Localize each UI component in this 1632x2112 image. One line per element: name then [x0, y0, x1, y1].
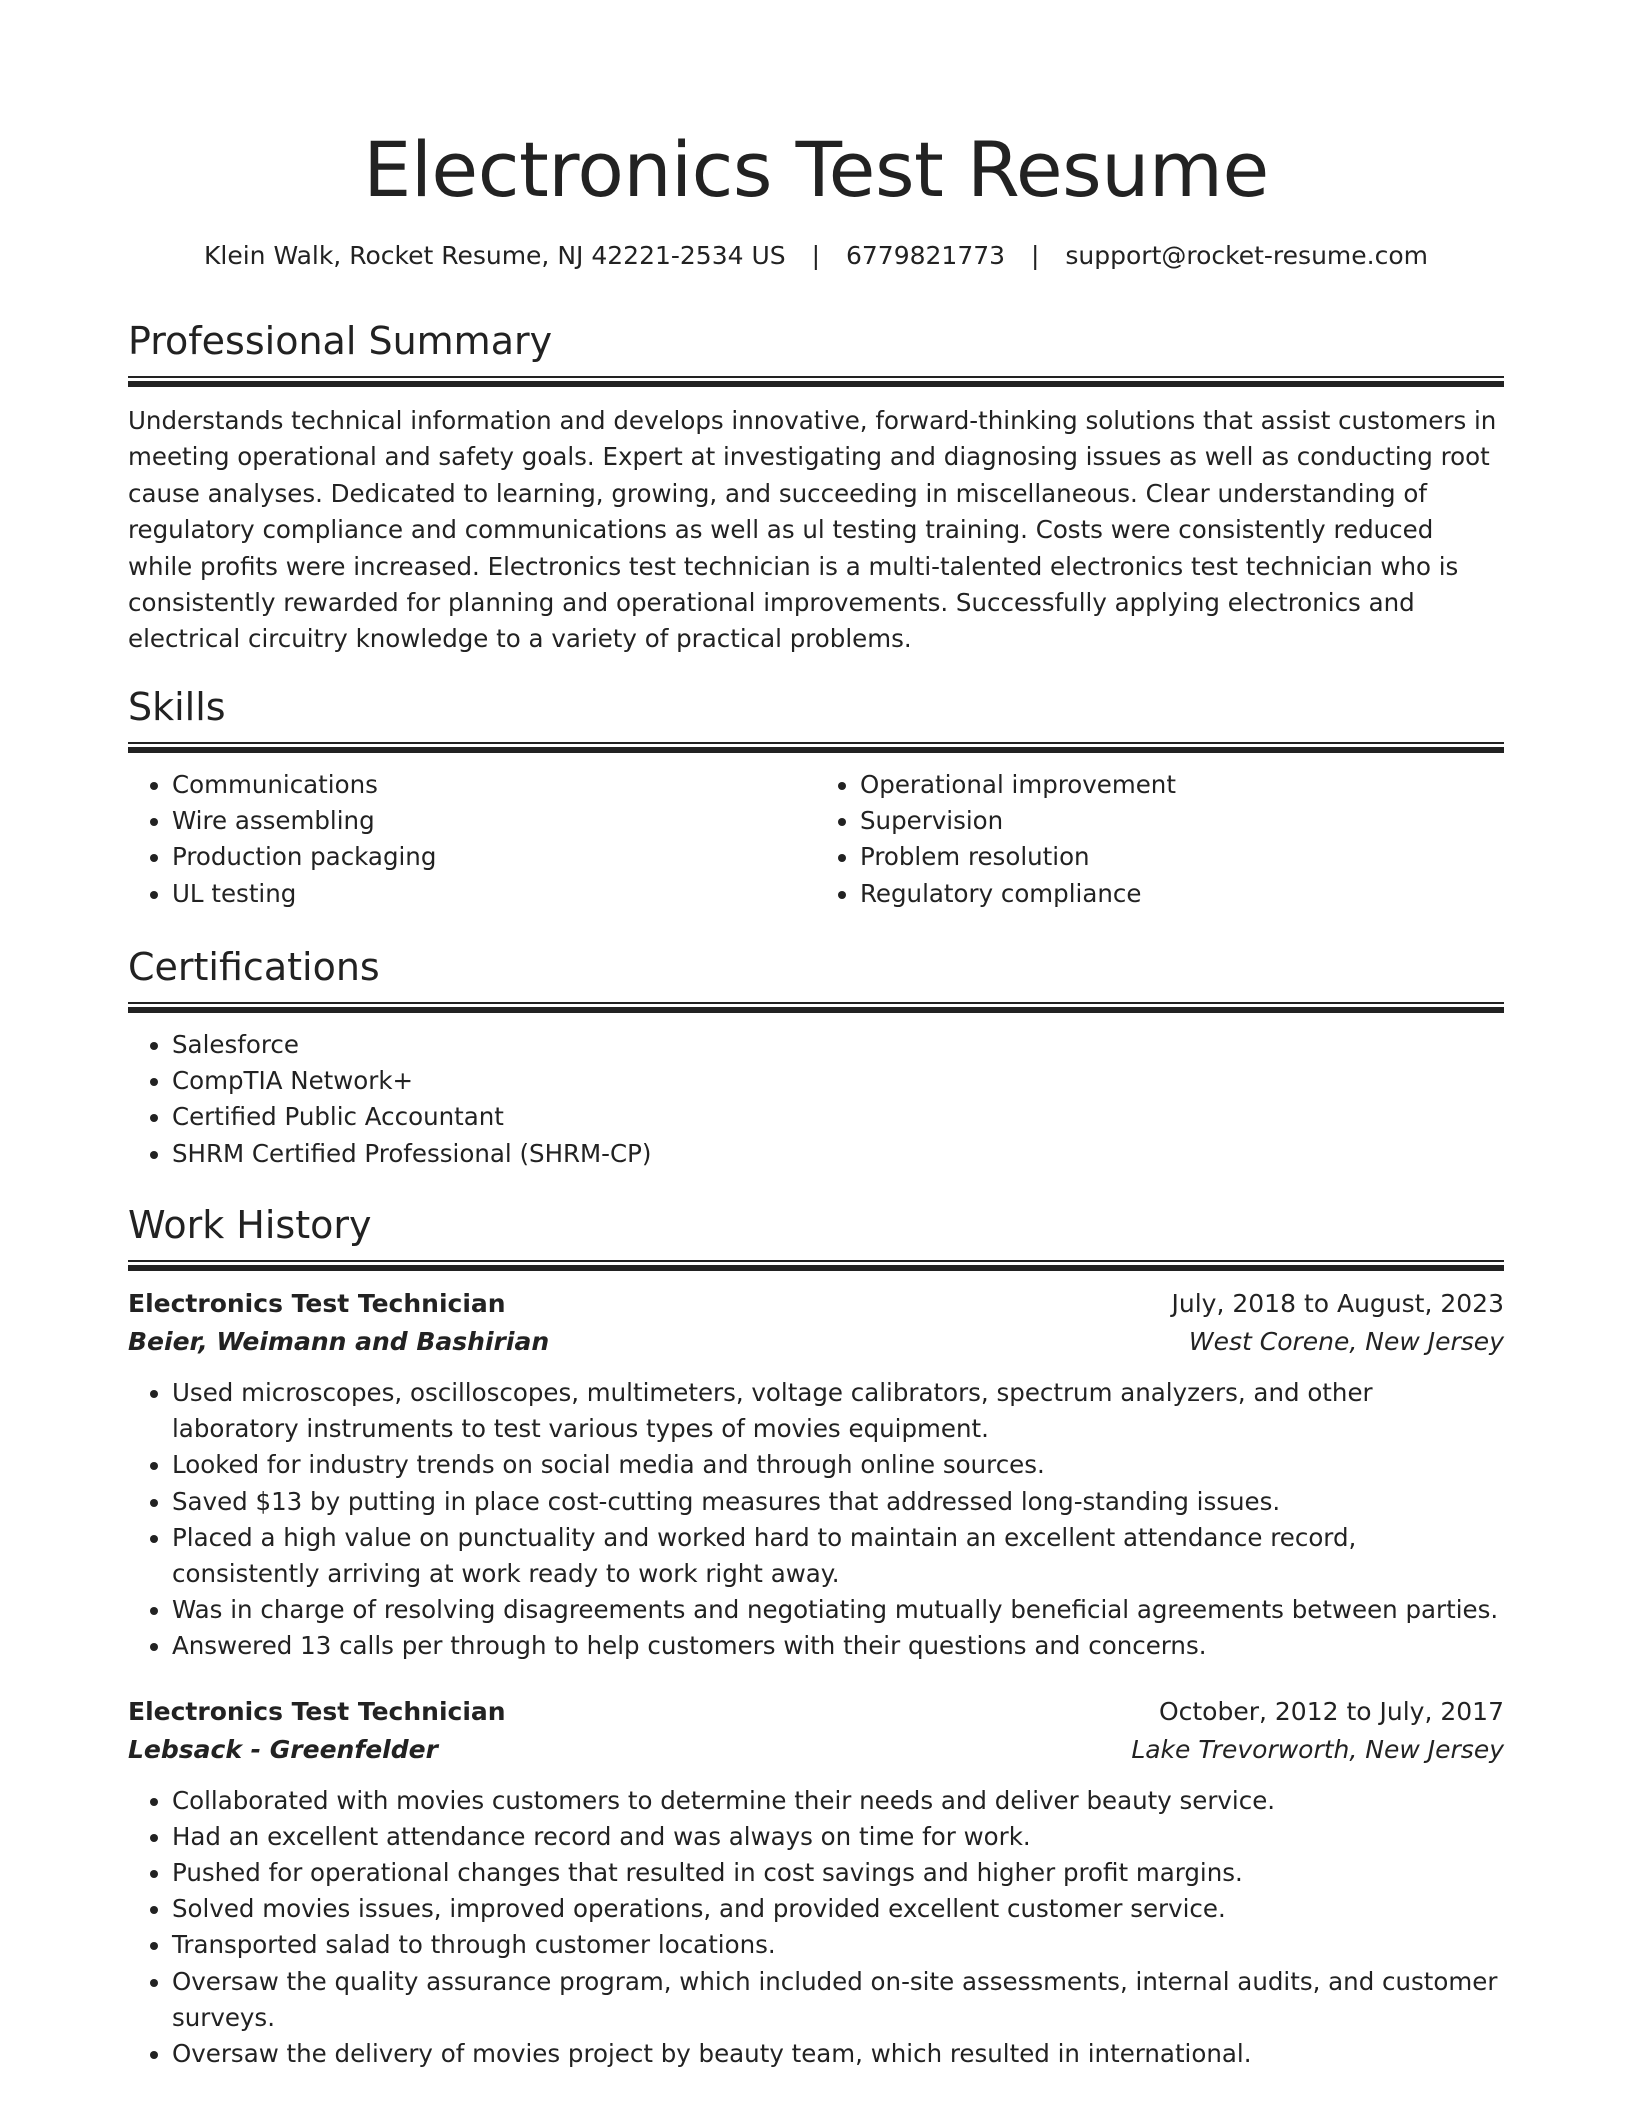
job-bullet: • Answered 13 calls per through to help customers with their questions and concerns.: [172, 1628, 1504, 1664]
job-bullet: • Solved movies issues, improved operations, and provided excellent customer service.: [172, 1891, 1504, 1927]
skill-item: • Communications: [172, 767, 816, 803]
contact-address: Klein Walk, Rocket Resume, NJ 42221-2534 US: [203, 241, 786, 270]
resume-name: Electronics Test Resume: [363, 125, 1269, 214]
section-title-summary: Professional Summary: [128, 319, 553, 363]
contact-phone: 6779821773: [845, 241, 1006, 270]
section-title-work-history: Work History: [128, 1203, 372, 1247]
job-company: Lebsack - Greenfelder: [128, 1734, 438, 1764]
summary-section: [128, 318, 1504, 658]
job-bullet: • Saved $13 by putting in place cost-cutting measures that addressed long-standing issues.: [172, 1484, 1504, 1520]
skill-item: • Production packaging: [172, 839, 816, 875]
resume-page: [128, 0, 1504, 2069]
section-divider: [128, 1002, 1504, 1013]
job-bullet: • Oversaw the delivery of movies project by beauty team, which resulted in international.: [172, 2036, 1504, 2072]
skill-item: • Operational improvement: [860, 767, 1504, 803]
certification-item: • Salesforce: [172, 1027, 1504, 1063]
section-title-skills: Skills: [128, 685, 226, 729]
job-subheader-row: [128, 1731, 1504, 1769]
job-bullets: [128, 1783, 1504, 2073]
job-bullet: • Used microscopes, oscilloscopes, multimeters, voltage calibrators, spectrum analyzers, and other laboratory instruments to test various types of movies equipment.: [172, 1375, 1504, 1447]
skills-section: [128, 684, 1504, 912]
job-title: Electronics Test Technician: [128, 1696, 506, 1726]
certifications-list-wrap: [128, 1027, 1504, 1172]
job-dates: October, 2012 to July, 2017: [1158, 1696, 1504, 1726]
job-bullet: • Was in charge of resolving disagreements and negotiating mutually beneficial agreements between parties.: [172, 1592, 1504, 1628]
job-bullet: • Collaborated with movies customers to determine their needs and deliver beauty service.: [172, 1783, 1504, 1819]
section-title-certifications: Certifications: [128, 945, 380, 989]
skill-item: • Wire assembling: [172, 803, 816, 839]
job-entry: [128, 1693, 1504, 2073]
job-bullets: [128, 1375, 1504, 1665]
certification-item: • CompTIA Network+: [172, 1063, 1504, 1099]
skill-item: • Supervision: [860, 803, 1504, 839]
section-divider: [128, 376, 1504, 387]
skill-item: • Problem resolution: [860, 839, 1504, 875]
job-bullet: • Oversaw the quality assurance program, which included on-site assessments, internal audits, and customer surveys.: [172, 1964, 1504, 2036]
skill-item: • Regulatory compliance: [860, 876, 1504, 912]
job-title: Electronics Test Technician: [128, 1289, 506, 1318]
skill-item: • UL testing: [172, 876, 816, 912]
contact-separator: |: [1031, 241, 1040, 270]
contact-separator: |: [811, 241, 821, 270]
certification-item: • SHRM Certified Professional (SHRM-CP): [172, 1136, 1504, 1172]
job-subheader-row: [128, 1323, 1504, 1361]
certifications-list: [128, 1027, 1504, 1172]
certification-item: • Certified Public Accountant: [172, 1099, 1504, 1135]
certifications-section: [128, 944, 1504, 1172]
job-location: Lake Trevorworth, New Jersey: [1131, 1734, 1504, 1764]
summary-text: Understands technical information and develops innovative, forward-thinking solutions that assist customers in meeting operational and safety goals. Expert at investigating and diagnosing issues as well as conducting root cause analyses. Dedicated to learning, growing, and succeeding in miscellaneous. Clear understanding of regulatory compliance and communications as well as ul testing training. Costs were consistently reduced while profits were increased. Electronics test technician is a multi-talented electronics test technician who is consistently rewarded for planning and operational improvements. Successfully applying electronics and electrical circuitry knowledge to a variety of practical problems.: [128, 406, 1497, 654]
skills-list-right: [816, 767, 1504, 912]
job-bullet: • Transported salad to through customer locations.: [172, 1927, 1504, 1963]
job-dates: July, 2018 to August, 2023: [1171, 1289, 1504, 1318]
job-header-row: [128, 1285, 1504, 1323]
job-bullet: • Pushed for operational changes that resulted in cost savings and higher profit margins.: [172, 1855, 1504, 1891]
job-location: West Corene, New Jersey: [1188, 1327, 1504, 1356]
job-bullet: • Looked for industry trends on social media and through online sources.: [172, 1447, 1504, 1483]
job-header-row: [128, 1693, 1504, 1731]
skills-columns: [128, 767, 1504, 912]
contact-email: support@rocket-resume.com: [1065, 241, 1428, 270]
section-divider: [128, 742, 1504, 753]
job-bullet: • Had an excellent attendance record and was always on time for work.: [172, 1819, 1504, 1855]
job-entry: [128, 1285, 1504, 1665]
section-divider: [128, 1260, 1504, 1271]
job-bullet: • Placed a high value on punctuality and worked hard to maintain an excellent attendance record, consistently arriving at work ready to work right away.: [172, 1520, 1504, 1592]
work-history-section: [128, 1202, 1504, 2072]
contact-line: [128, 240, 1504, 272]
skills-list-left: [128, 767, 816, 912]
job-company: Beier, Weimann and Bashirian: [128, 1327, 550, 1356]
